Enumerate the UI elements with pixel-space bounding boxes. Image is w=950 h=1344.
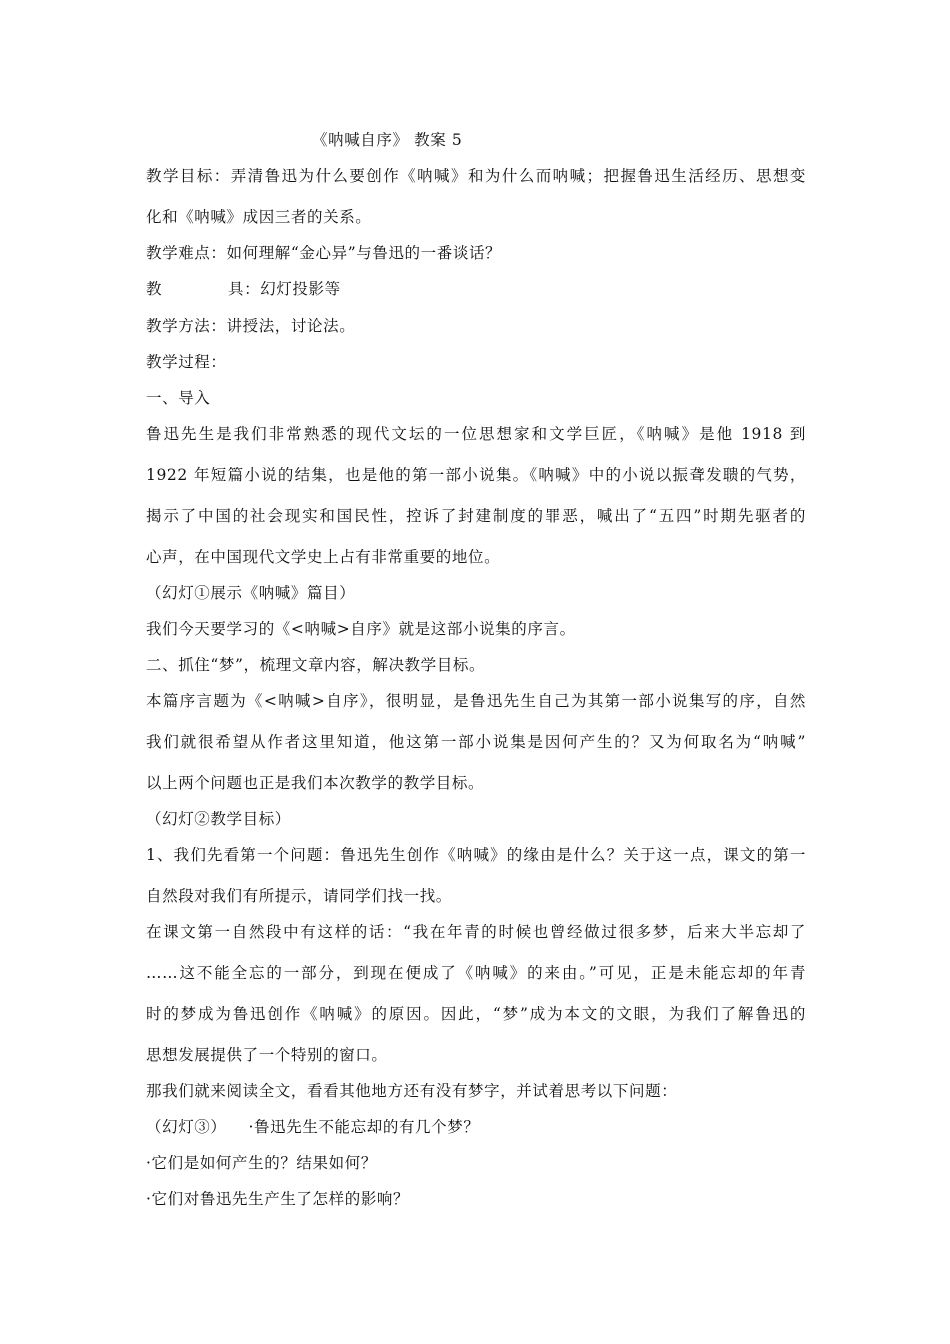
quote-paragraph-line-3: 时的梦成为鲁迅创作《呐喊》的原因。因此，“梦”成为本文的文眼，为我们了解鲁迅的 — [146, 1005, 806, 1023]
slide-2-note: （幻灯②教学目标） — [146, 810, 291, 828]
slide-3-question-1-text: ·鲁迅先生不能忘却的有几个梦？ — [248, 1118, 480, 1136]
teaching-difficulty: 教学难点：如何理解“金心异”与鲁迅的一番谈话？ — [146, 244, 502, 262]
question-1-line-1: 1、我们先看第一个问题：鲁迅先生创作《呐喊》的缘由是什么？关于这一点，课文的第一 — [146, 846, 806, 864]
teaching-tools — [146, 277, 341, 299]
slide-3-question-1 — [146, 1115, 479, 1137]
quote-paragraph-line-4: 思想发展提供了一个特别的窗口。 — [146, 1046, 388, 1064]
quote-paragraph-line-1: 在课文第一自然段中有这样的话：“我在年青的时候也曾经做过很多梦，后来大半忘却了 — [146, 923, 806, 941]
quote-paragraph-line-2: ……这不能全忘的一部分，到现在便成了《呐喊》的来由。”可见，正是未能忘却的年青 — [146, 964, 806, 982]
preface-paragraph-line-3: 以上两个问题也正是我们本次教学的教学目标。 — [146, 774, 485, 792]
teaching-goal-line-1: 教学目标：弄清鲁迅为什么要创作《呐喊》和为什么而呐喊；把握鲁迅生活经历、思想变 — [146, 167, 806, 185]
section-1-heading: 一、导入 — [146, 389, 211, 407]
question-1-line-2: 自然段对我们有所提示，请同学们找一找。 — [146, 887, 452, 905]
document-title: 《呐喊自序》 教案 5 — [312, 131, 463, 149]
intro-paragraph-line-1: 鲁迅先生是我们非常熟悉的现代文坛的一位思想家和文学巨匠，《呐喊》是他 1918 到 — [146, 425, 806, 443]
preface-paragraph-line-1: 本篇序言题为《<呐喊>自序》，很明显，是鲁迅先生自己为其第一部小说集写的序，自然 — [146, 692, 806, 710]
intro-paragraph-2: 我们今天要学习的《<呐喊>自序》就是这部小说集的序言。 — [146, 620, 576, 638]
intro-paragraph-line-2: 1922 年短篇小说的结集，也是他的第一部小说集。《呐喊》中的小说以振聋发聩的气势， — [146, 466, 806, 484]
slide-3-label: （幻灯③） — [146, 1118, 227, 1136]
slide-3-question-2: ·它们是如何产生的？结果如何？ — [146, 1154, 377, 1172]
slide-3-question-3: ·它们对鲁迅先生产生了怎样的影响？ — [146, 1190, 410, 1208]
section-2-heading: 二、抓住“梦”，梳理文章内容，解决教学目标。 — [146, 656, 486, 674]
teaching-methods: 教学方法：讲授法，讨论法。 — [146, 317, 356, 335]
preface-paragraph-line-2: 我们就很希望从作者这里知道，他这第一部小说集是因何产生的？又为何取名为“呐喊” — [146, 733, 806, 751]
intro-paragraph-line-4: 心声，在中国现代文学史上占有非常重要的地位。 — [146, 548, 501, 566]
reading-instruction: 那我们就来阅读全文，看看其他地方还有没有梦字，并试着思考以下问题： — [146, 1082, 678, 1100]
teaching-goal-line-2: 化和《呐喊》成因三者的关系。 — [146, 208, 372, 226]
tools-label-a: 教 — [146, 280, 163, 298]
intro-paragraph-line-3: 揭示了中国的社会现实和国民性，控诉了封建制度的罪恶，喊出了“五四”时期先驱者的 — [146, 507, 806, 525]
teaching-process-heading: 教学过程： — [146, 353, 227, 371]
slide-1-note: （幻灯①展示《呐喊》篇目） — [146, 584, 356, 602]
tools-label-b: 具：幻灯投影等 — [228, 280, 341, 298]
